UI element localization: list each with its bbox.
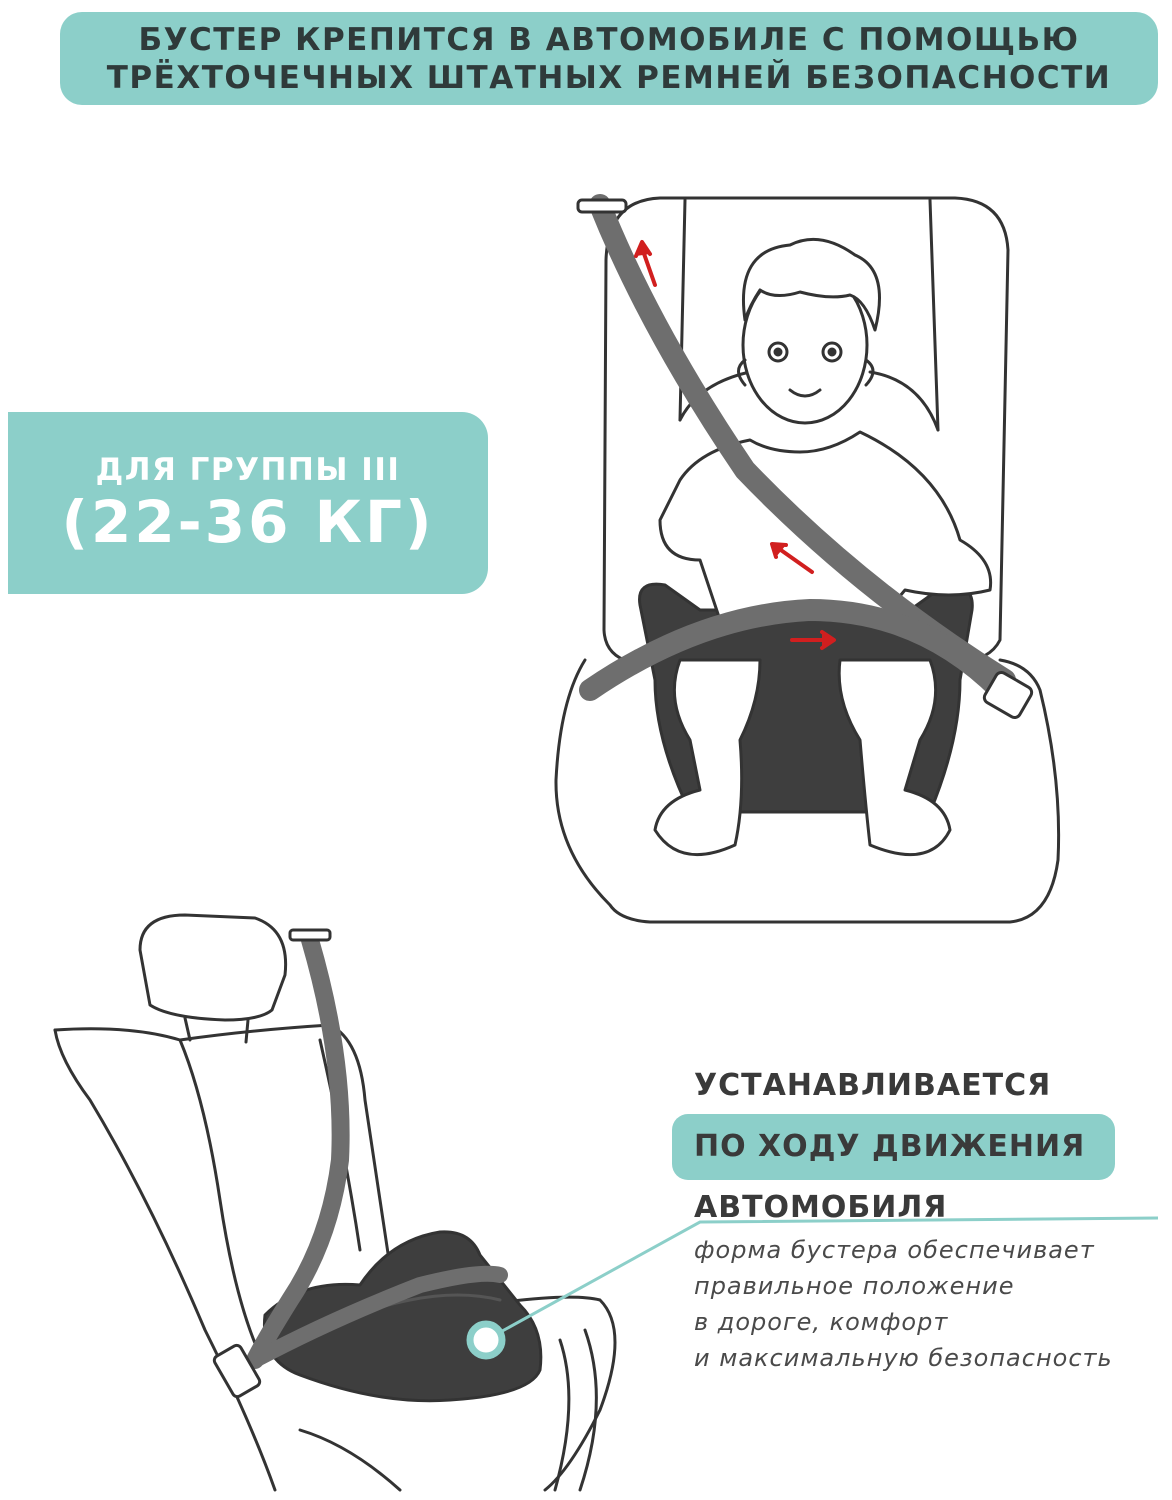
headrest [140,915,286,1020]
install-highlight: ПО ХОДУ ДВИЖЕНИЯ [672,1114,1115,1180]
car-seat-side-illustration [55,915,615,1490]
car-seat-front-illustration [556,198,1059,922]
install-line-1: УСТАНАВЛИВАЕТСЯ [694,1068,1052,1103]
banner-line-2: ТРЁХТОЧЕЧНЫХ ШТАТНЫХ РЕМНЕЙ БЕЗОПАСНОСТИ [106,59,1112,96]
desc-line-1: форма бустера обеспечивает [694,1236,1095,1264]
desc-line-4: и максимальную безопасность [694,1344,1113,1372]
child-torso [660,432,991,620]
desc-line-2: правильное положение [694,1272,1015,1300]
booster-description [694,1232,1164,1376]
install-line-3: АВТОМОБИЛЯ [694,1190,948,1225]
side-belt-anchor [290,930,330,940]
weight-range: (22-36 КГ) [61,488,435,556]
seat-back-side [55,1025,420,1310]
banner-line-1: БУСТЕР КРЕПИТСЯ В АВТОМОБИЛЕ С ПОМОЩЬЮ [138,21,1080,58]
callout-dot [470,1324,502,1356]
install-direction-note [694,1064,1154,1230]
desc-line-3: в дороге, комфорт [694,1308,949,1336]
belt-anchor-top [578,200,626,212]
seat-back-inner-right [930,200,938,430]
group-label: ДЛЯ ГРУППЫ III [95,452,401,488]
